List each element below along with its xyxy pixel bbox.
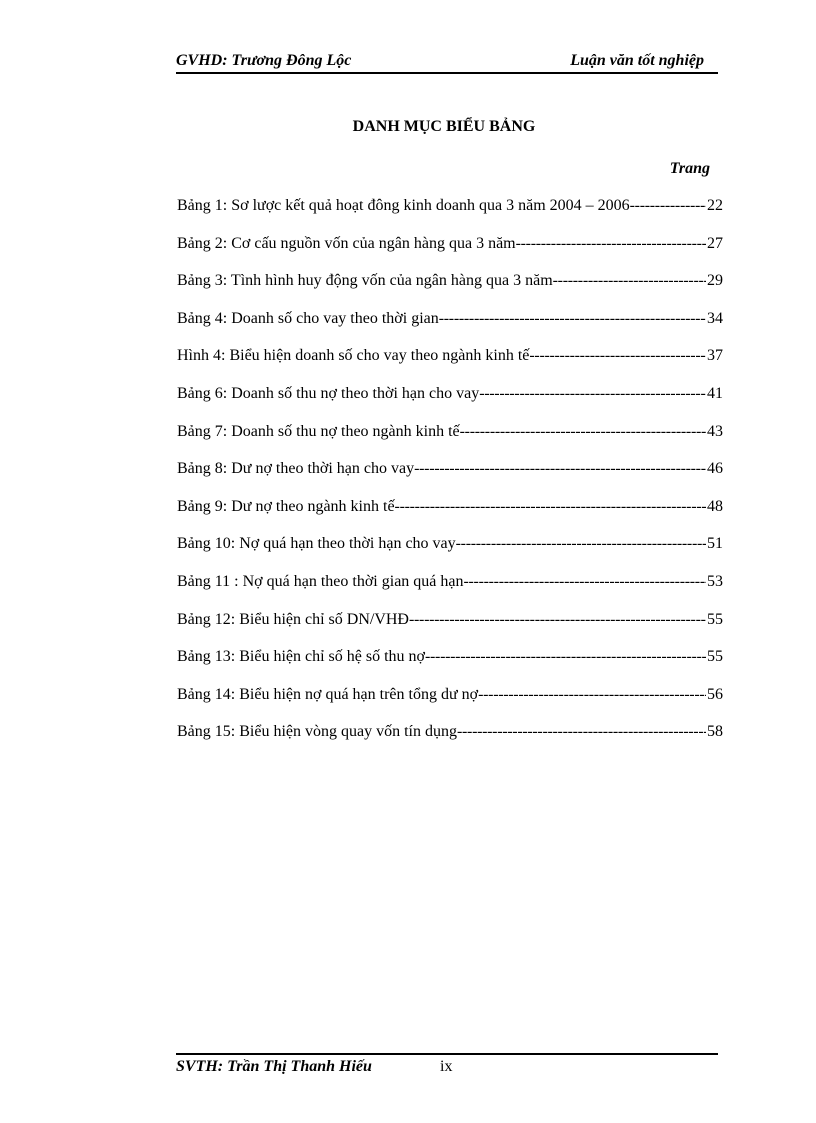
dot-leader xyxy=(553,270,706,292)
toc-entry-label: Bảng 8: Dư nợ theo thời hạn cho vay xyxy=(177,460,415,478)
page-header xyxy=(176,50,718,74)
toc-entry-label: Hình 4: Biểu hiện doanh số cho vay theo ngành kinh tế xyxy=(177,347,530,365)
toc-entry-label: Bảng 4: Doanh số cho vay theo thời gian xyxy=(177,309,439,327)
footer-divider xyxy=(176,1053,718,1055)
toc-entry-page: 46 xyxy=(707,460,723,478)
toc-entry xyxy=(177,684,723,722)
toc-entry xyxy=(177,458,723,496)
toc-entry-label: Bảng 7: Doanh số thu nợ theo ngành kinh tế xyxy=(177,422,460,440)
toc-entry-label: Bảng 12: Biểu hiện chỉ số DN/VHĐ xyxy=(177,610,409,628)
toc-entry xyxy=(177,345,723,383)
toc-entry xyxy=(177,533,723,571)
toc-entry-page: 56 xyxy=(707,685,723,703)
toc-entry-label: Bảng 11 : Nợ quá hạn theo thời gian quá hạn xyxy=(177,572,464,590)
toc-entry-page: 58 xyxy=(707,723,723,741)
toc-entry xyxy=(177,646,723,684)
toc-entry-label: Bảng 13: Biểu hiện chỉ số hệ số thu nợ xyxy=(177,648,425,666)
header-thesis-label: Luận văn tốt nghiệp xyxy=(570,52,704,69)
toc-entry xyxy=(177,721,723,759)
dot-leader xyxy=(516,233,706,255)
dot-leader xyxy=(439,308,706,330)
toc-entry-page: 55 xyxy=(707,610,723,628)
footer-student: SVTH: Trần Thị Thanh Hiếu xyxy=(176,1058,372,1075)
toc-entry-label: Bảng 6: Doanh số thu nợ theo thời hạn cho vay xyxy=(177,384,480,402)
toc-entry-page: 53 xyxy=(707,572,723,590)
toc-entry-page: 34 xyxy=(707,309,723,327)
header-advisor: GVHD: Trương Đông Lộc xyxy=(176,52,352,69)
toc-entry-label: Bảng 2: Cơ cấu nguồn vốn của ngân hàng qua 3 năm xyxy=(177,234,516,252)
dot-leader xyxy=(460,421,706,443)
toc-entry-label: Bảng 10: Nợ quá hạn theo thời hạn cho vay xyxy=(177,535,456,553)
toc-entry-page: 43 xyxy=(707,422,723,440)
toc-entry xyxy=(177,233,723,271)
dot-leader xyxy=(529,345,706,367)
toc-entry-page: 37 xyxy=(707,347,723,365)
dot-leader xyxy=(425,646,706,668)
toc-entry-page: 51 xyxy=(707,535,723,553)
toc-entry-page: 48 xyxy=(707,497,723,515)
table-of-figures xyxy=(177,195,723,759)
dot-leader xyxy=(456,533,706,555)
dot-leader xyxy=(409,609,706,631)
footer-page-number: ix xyxy=(440,1058,453,1075)
toc-entry xyxy=(177,195,723,233)
toc-entry xyxy=(177,270,723,308)
toc-entry-page: 22 xyxy=(707,197,723,214)
dot-leader xyxy=(414,458,706,480)
page-title: DANH MỤC BIỂU BẢNG xyxy=(352,118,536,135)
toc-entry-label: Bảng 15: Biểu hiện vòng quay vốn tín dụng xyxy=(177,723,457,741)
toc-entry-page: 41 xyxy=(707,384,723,402)
toc-entry xyxy=(177,609,723,647)
dot-leader xyxy=(630,195,706,217)
dot-leader xyxy=(464,571,707,593)
toc-entry-label: Bảng 9: Dư nợ theo ngành kinh tế xyxy=(177,497,395,515)
toc-entry xyxy=(177,421,723,459)
dot-leader xyxy=(457,721,706,743)
toc-entry-label: Bảng 3: Tình hình huy động vốn của ngân hàng qua 3 năm xyxy=(177,272,553,290)
toc-entry xyxy=(177,571,723,609)
page-column-label: Trang xyxy=(669,160,710,177)
toc-entry-page: 29 xyxy=(707,272,723,290)
toc-entry-page: 55 xyxy=(707,648,723,666)
dot-leader xyxy=(478,684,706,706)
toc-entry xyxy=(177,383,723,421)
toc-entry xyxy=(177,496,723,534)
toc-entry-page: 27 xyxy=(707,234,723,252)
toc-entry xyxy=(177,308,723,346)
toc-entry-label: Bảng 1: Sơ lược kết quả hoạt đông kinh doanh qua 3 năm 2004 – 2006 xyxy=(177,197,630,214)
dot-leader xyxy=(479,383,706,405)
dot-leader xyxy=(395,496,706,518)
toc-entry-label: Bảng 14: Biểu hiện nợ quá hạn trên tổng dư nợ xyxy=(177,685,479,703)
